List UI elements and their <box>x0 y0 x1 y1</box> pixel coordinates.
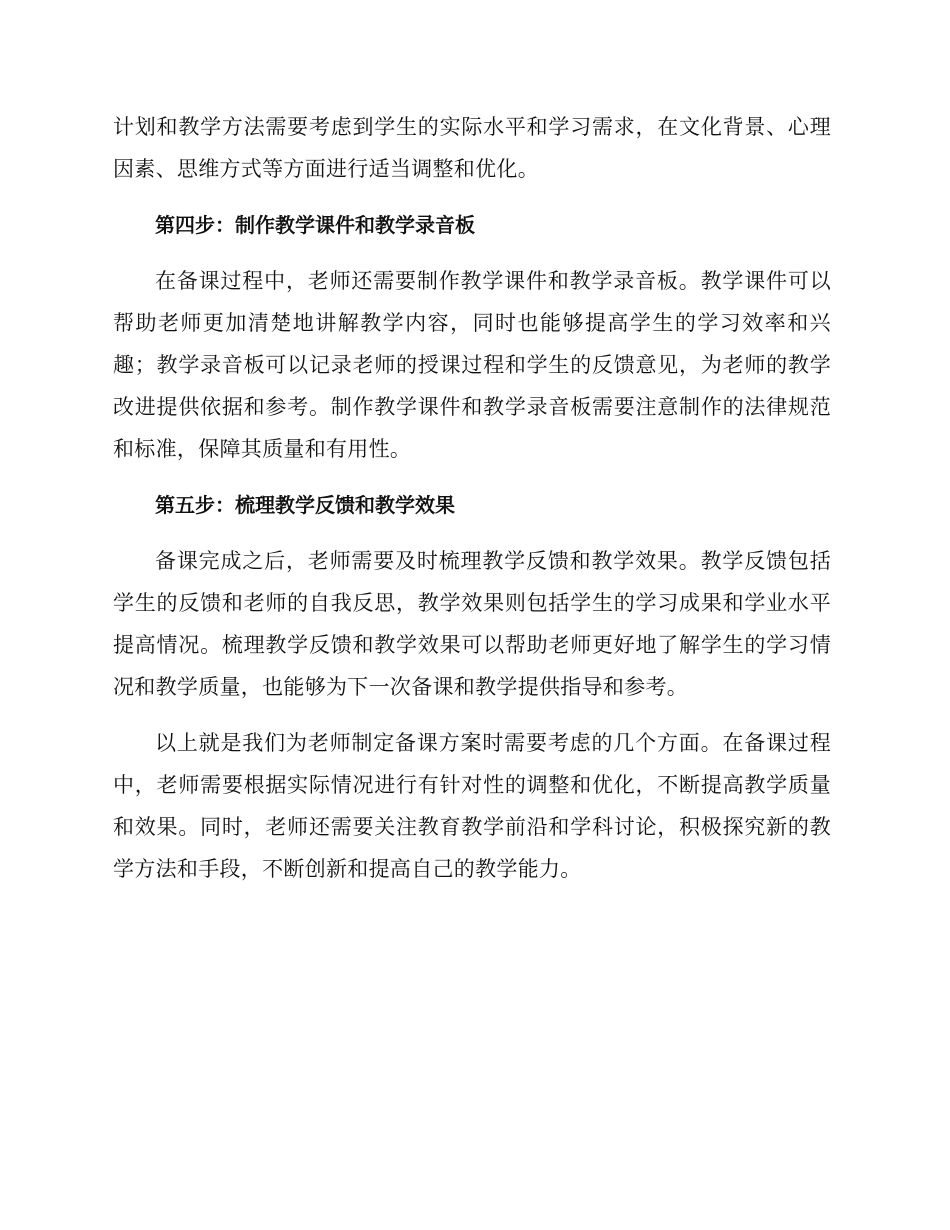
paragraph-continuation: 计划和教学方法需要考虑到学生的实际水平和学习需求，在文化背景、心理因素、思维方式等方面进行适当调整和优化。 <box>113 115 831 181</box>
document-body <box>113 106 831 890</box>
paragraph-step-four: 在备课过程中，老师还需要制作教学课件和教学录音板。教学课件可以帮助老师更加清楚地讲解教学内容，同时也能够提高学生的学习效率和兴趣；教学录音板可以记录老师的授课过程和学生的反馈意见，为老师的教学改进提供依据和参考。制作教学课件和教学录音板需要注意制作的法律规范和标准，保障其质量和有用性。 <box>113 269 831 461</box>
heading-step-four: 第四步：制作教学课件和教学录音板 <box>155 213 475 237</box>
paragraph-step-five: 备课完成之后，老师需要及时梳理教学反馈和教学效果。教学反馈包括学生的反馈和老师的自我反思，教学效果则包括学生的学习成果和学业水平提高情况。梳理教学反馈和教学效果可以帮助老师更好地了解学生的学习情况和教学质量，也能够为下一次备课和教学提供指导和参考。 <box>113 549 831 699</box>
paragraph-conclusion: 以上就是我们为老师制定备课方案时需要考虑的几个方面。在备课过程中，老师需要根据实际情况进行有针对性的调整和优化，不断提高教学质量和效果。同时，老师还需要关注教育教学前沿和学科讨论，积极探究新的教学方法和手段，不断创新和提高自己的教学能力。 <box>113 731 831 881</box>
heading-step-five: 第五步：梳理教学反馈和教学效果 <box>155 493 455 517</box>
